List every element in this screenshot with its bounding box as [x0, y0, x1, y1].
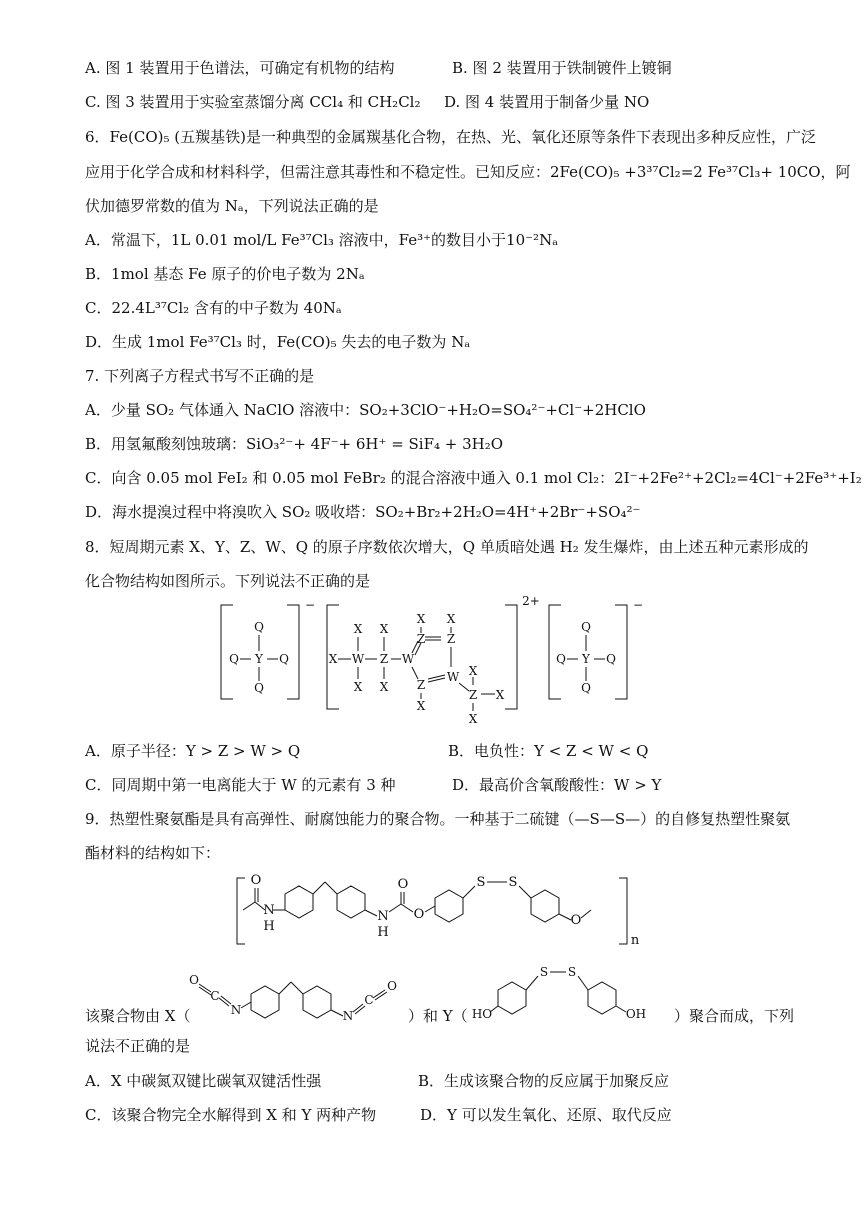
q6-option-c: C．22.4L³⁷Cl₂ 含有的中子数为 40Nₐ [85, 299, 342, 317]
q9-stem-line2: 酯材料的结构如下： [85, 844, 221, 862]
q8-stem-line2: 化合物结构如图所示。下列说法不正确的是 [85, 572, 371, 590]
atom-x: X [379, 622, 389, 636]
q6-option-d: D．生成 1mol Fe³⁷Cl₃ 时，Fe(CO)₅ 失去的电子数为 Nₐ [85, 333, 471, 351]
atom-n: N [342, 1009, 354, 1023]
q7-option-a: A．少量 SO₂ 气体通入 NaClO 溶液中：SO₂+3ClO⁻+H₂O=SO₄²⁻+Cl⁻+2HClO [85, 401, 646, 419]
atom-q: Q [279, 652, 289, 666]
atom-q: Q [229, 652, 239, 666]
atom-x: X [468, 712, 478, 726]
monomer-x-structure [185, 970, 405, 1030]
atom-h: H [377, 925, 389, 940]
atom-c: C [210, 989, 220, 1003]
q9-y-intro: ）和 Y（ [408, 1007, 468, 1025]
q5-option-c: C. 图 3 装置用于实验室蒸馏分离 CCl₄ 和 CH₂Cl₂ [85, 93, 421, 111]
q5-option-d: D. 图 4 装置用于制备少量 NO [444, 93, 650, 111]
q9-stem-line1: 9．热塑性聚氨酯是具有高弹性、耐腐蚀能力的聚合物。一种基于二硫键（—S—S—）的自修复热塑性聚氨 [85, 810, 791, 828]
atom-z: Z [416, 678, 426, 692]
q9-tail: ）聚合而成，下列 [674, 1007, 795, 1025]
atom-o: O [397, 877, 409, 892]
atom-w: W [351, 652, 365, 666]
atom-x: X [446, 612, 456, 626]
atom-z: Z [446, 632, 456, 646]
atom-x: X [468, 664, 478, 678]
charge-minus-left: − [304, 598, 316, 612]
q8-stem-line1: 8．短周期元素 X、Y、Z、W、Q 的原子序数依次增大，Q 单质暗处遇 H₂ 发生爆炸，由上述五种元素形成的 [85, 538, 809, 556]
group-oh: OH [625, 1007, 647, 1021]
repeat-n: n [630, 933, 640, 948]
atom-q: Q [606, 652, 616, 666]
q5-option-b: B. 图 2 装置用于铁制镀件上镀铜 [452, 59, 672, 77]
q7-option-b: B．用氢氟酸刻蚀玻璃：SiO₃²⁻+ 4F⁻+ 6H⁺ = SiF₄ + 3H₂O [85, 435, 504, 453]
q7-option-c: C．向含 0.05 mol FeI₂ 和 0.05 mol FeBr₂ 的混合溶液中通入 0.1 mol Cl₂：2I⁻+2Fe²⁺+2Cl₂=4Cl⁻+2Fe³⁺+I₂ [85, 469, 862, 487]
atom-o: O [250, 873, 262, 888]
q9-option-c: C．该聚合物完全水解得到 X 和 Y 两种产物 [85, 1106, 377, 1124]
q5-option-a: A. 图 1 装置用于色谱法，可确定有机物的结构 [85, 59, 395, 77]
atom-z: Z [379, 652, 389, 666]
atom-o: O [189, 973, 199, 987]
atom-q: Q [254, 620, 264, 634]
atom-x: X [328, 652, 338, 666]
atom-y: Y [582, 652, 590, 666]
q8-option-d: D．最高价含氧酸酸性：W > Y [452, 776, 662, 794]
atom-s: S [508, 875, 518, 890]
atom-x: X [379, 680, 389, 694]
atom-q: Q [254, 681, 264, 695]
monomer-y-structure [466, 960, 666, 1030]
atom-n: N [263, 903, 275, 918]
q8-structure-diagram [215, 595, 645, 735]
atom-x: X [353, 680, 363, 694]
atom-c: C [364, 993, 374, 1007]
atom-o: O [570, 913, 582, 928]
q6-option-a: A．常温下，1L 0.01 mol/L Fe³⁷Cl₃ 溶液中，Fe³⁺的数目小于10⁻²Nₐ [85, 231, 558, 249]
atom-s: S [539, 965, 549, 979]
q8-option-c: C．同周期中第一电离能大于 W 的元素有 3 种 [85, 776, 396, 794]
atom-n: N [230, 1003, 242, 1017]
q9-x-intro: 该聚合物由 X（ [85, 1007, 191, 1025]
atom-x: X [353, 622, 363, 636]
q8-option-a: A．原子半径：Y > Z > W > Q [85, 742, 301, 760]
atom-x: X [416, 612, 426, 626]
atom-o: O [413, 907, 425, 922]
atom-q: Q [581, 681, 591, 695]
q9-option-d: D．Y 可以发生氧化、还原、取代反应 [420, 1106, 672, 1124]
charge-2plus: 2+ [522, 595, 540, 608]
q6-stem-line2: 应用于化学合成和材料科学，但需注意其毒性和不稳定性。已知反应：2Fe(CO)₅ +3³⁷Cl₂=2 Fe³⁷Cl₃+ 10CO，阿 [85, 163, 851, 181]
q9-option-b: B．生成该聚合物的反应属于加聚反应 [418, 1072, 670, 1090]
atom-s: S [567, 965, 577, 979]
q7-option-d: D．海水提溴过程中将溴吹入 SO₂ 吸收塔：SO₂+Br₂+2H₂O=4H⁺+2Br⁻+SO₄²⁻ [85, 503, 641, 521]
q6-stem-line1: 6．Fe(CO)₅ (五羰基铁)是一种典型的金属羰基化合物，在热、光、氧化还原等条件下表现出多种反应性，广泛 [85, 128, 816, 146]
q9-polymer-structure [225, 862, 655, 952]
atom-x: X [416, 699, 426, 713]
q7-stem: 7. 下列离子方程式书写不正确的是 [85, 367, 315, 385]
q6-option-b: B．1mol 基态 Fe 原子的价电子数为 2Nₐ [85, 265, 365, 283]
q8-option-b: B．电负性：Y < Z < W < Q [448, 742, 649, 760]
atom-z: Z [468, 688, 478, 702]
atom-y: Y [255, 652, 263, 666]
atom-n: N [377, 909, 389, 924]
charge-minus-right: − [632, 598, 644, 612]
atom-o: O [387, 979, 397, 993]
atom-q: Q [581, 620, 591, 634]
q9-stem-line3: 说法不正确的是 [85, 1037, 191, 1055]
q6-stem-line3: 伏加德罗常数的值为 Nₐ，下列说法正确的是 [85, 197, 379, 215]
atom-w: W [401, 652, 415, 666]
atom-q: Q [556, 652, 566, 666]
atom-z: Z [416, 632, 426, 646]
atom-h: H [263, 919, 275, 934]
atom-s: S [476, 875, 486, 890]
atom-x: X [495, 688, 505, 702]
group-ho: HO [471, 1007, 493, 1021]
atom-w: W [446, 670, 460, 684]
q9-option-a: A．X 中碳氮双键比碳氧双键活性强 [85, 1072, 322, 1090]
